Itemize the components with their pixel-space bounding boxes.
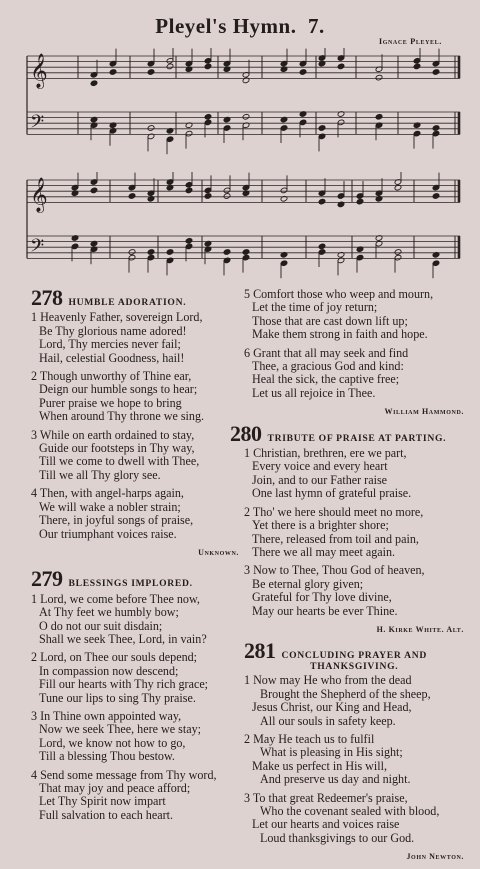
- note-head: [109, 69, 117, 76]
- verse-line: And preserve us day and night.: [260, 772, 411, 787]
- verse-line: Thee, a gracious God and kind:: [252, 359, 404, 374]
- verse-line: 3 Now to Thee, Thou God of heaven,: [244, 563, 425, 578]
- note-head: [318, 125, 326, 132]
- note-head: [318, 243, 326, 250]
- hymn-verses: [244, 447, 464, 618]
- verse: [31, 769, 239, 823]
- hymn-number: 278: [31, 285, 63, 310]
- note-head: [299, 69, 307, 76]
- verse-line: 5 Comfort those who weep and mourn,: [244, 287, 434, 301]
- verse-line: 2 May He teach us to fulfil: [244, 731, 375, 746]
- verse-line: Lord, we know not how to go,: [39, 735, 186, 750]
- note-head: [185, 187, 193, 194]
- verse-line: May our hearts be ever Thine.: [252, 603, 398, 618]
- note-head: [204, 63, 212, 70]
- verse: [31, 593, 239, 647]
- hymn-280: [230, 420, 464, 637]
- note-head: [337, 63, 345, 70]
- verse: [244, 674, 464, 728]
- hymn-author: H. Kirke White. Alt.: [376, 624, 464, 634]
- verse-line: Who the covenant sealed with blood,: [260, 804, 440, 818]
- left-column: [31, 285, 239, 827]
- verse-line: Full salvation to each heart.: [39, 807, 173, 822]
- verse-line: Make them strong in faith and hope.: [252, 327, 428, 342]
- note-head: [394, 249, 402, 256]
- note-head: [432, 69, 440, 76]
- hymn-header: [244, 638, 464, 673]
- verse-line: Grateful for Thy love divine,: [252, 590, 392, 605]
- verse-line: There, in joyful songs of praise,: [39, 513, 194, 528]
- verse: [244, 347, 464, 401]
- verse-line: Till we come to dwell with Thee,: [39, 454, 200, 469]
- note-head: [185, 238, 193, 245]
- verse-line: Fill our hearts with Thy rich grace;: [39, 677, 209, 692]
- verse: [31, 429, 239, 483]
- verse: [244, 792, 464, 846]
- note-head: [223, 249, 231, 256]
- verse-line: Those that are cast down lift up;: [252, 313, 408, 328]
- verse-line: There, released from toil and pain,: [252, 531, 419, 546]
- verse-line: Deign our humble songs to hear;: [39, 382, 198, 397]
- verse-line: Our triumphant voices raise.: [39, 526, 177, 541]
- note-head: [204, 114, 212, 121]
- hymn-verses: [31, 311, 239, 541]
- verse-line: One last hymn of grateful praise.: [252, 486, 412, 501]
- verse: [244, 447, 464, 501]
- verse-line: Let our hearts and voices raise: [252, 817, 400, 832]
- note-head: [147, 125, 155, 132]
- hymn-279: [31, 566, 239, 822]
- hymn-verses: [31, 593, 239, 823]
- verse-line: Guide our footsteps in Thy way,: [39, 441, 195, 456]
- hymn-title: BLESSINGS IMPLORED.: [68, 578, 193, 590]
- verse-line: At Thy feet we humbly bow;: [39, 605, 179, 620]
- right-column: [230, 287, 464, 869]
- hymn-verses: [244, 674, 464, 845]
- verse-line: Every voice and every heart: [252, 459, 388, 474]
- hymn-header: [31, 285, 239, 310]
- verse: [31, 370, 239, 424]
- hymn-header: [31, 566, 239, 592]
- verse-line: 2 Tho' we here should meet no more,: [244, 504, 424, 519]
- note-head: [242, 114, 250, 121]
- verse-line: Till we all Thy glory see.: [39, 467, 161, 482]
- music-score-system-1: [0, 48, 480, 163]
- tune-title: Pleyel's Hymn.: [155, 14, 297, 38]
- verse-line: Jesus Christ, our King and Head,: [252, 700, 412, 715]
- note-head: [318, 198, 326, 205]
- hymn-278: [31, 285, 239, 559]
- note-head: [432, 125, 440, 132]
- note-head: [242, 249, 250, 256]
- verse-line: Make us perfect in His will,: [252, 758, 388, 773]
- hymn-title-line: CONCLUDING PRAYER AND: [281, 650, 427, 662]
- note-head: [147, 69, 155, 76]
- verse-line: Loud thanksgivings to our God.: [260, 830, 415, 845]
- hymn-author: Unknown.: [198, 547, 239, 557]
- verse-line: 2 Lord, on Thee our souls depend;: [31, 650, 198, 665]
- music-score-system-2: [0, 172, 480, 287]
- verse-line: Let us all rejoice in Thee.: [252, 385, 376, 400]
- verse-line: Join, and to our Father raise: [252, 472, 388, 487]
- verse: [31, 651, 239, 705]
- verse-line: Shall we seek Thee, Lord, in vain?: [39, 631, 207, 646]
- note-head: [223, 193, 231, 200]
- note-head: [128, 193, 136, 200]
- verse-line: Now we seek Thee, here we stay;: [39, 722, 201, 737]
- note-head: [432, 193, 440, 200]
- verse-line: Hail, celestial Goodness, hail!: [39, 350, 185, 365]
- tune-meter: 7.: [307, 14, 325, 38]
- verse-line: Till a blessing Thou bestow.: [39, 749, 175, 764]
- hymn-281: [244, 638, 464, 863]
- verse-line: Lord, Thy mercies never fail;: [39, 337, 181, 352]
- verse-line: There we all may meet again.: [252, 544, 396, 559]
- note-head: [375, 114, 383, 121]
- verse: [31, 710, 239, 764]
- verse: [31, 487, 239, 541]
- verse-line: 6 Grant that all may seek and find: [244, 345, 409, 360]
- hymn-279-continued: [244, 288, 464, 400]
- verse-line: 3 In Thine own appointed way,: [31, 708, 182, 723]
- hymn-title: HUMBLE ADORATION.: [68, 297, 187, 308]
- verse-line: Let Thy Spirit now impart: [39, 794, 166, 809]
- verse-line: Heal the sick, the captive free;: [252, 372, 400, 387]
- verse-line: Tune our lips to sing Thy praise.: [39, 690, 196, 705]
- verse-line: Be eternal glory given;: [252, 576, 364, 591]
- hymn-title: [282, 650, 427, 672]
- bass-clef: 𝄢: [30, 111, 45, 137]
- note-head: [166, 63, 174, 70]
- hymn-title-line: THANKSGIVING.: [310, 661, 399, 673]
- hymn-number: 281: [244, 638, 276, 664]
- verse-line: We will wake a nobler strain;: [39, 499, 181, 514]
- hymn-number: 280: [230, 420, 262, 446]
- verse-line: In compassion now descend;: [39, 663, 179, 678]
- note-head: [90, 187, 98, 194]
- note-head: [375, 74, 383, 81]
- bass-clef: 𝄢: [30, 235, 45, 261]
- verse-line: Yet there is a brighter shore;: [252, 518, 389, 533]
- verse-line: 3 While on earth ordained to stay,: [31, 427, 195, 442]
- verse: [244, 564, 464, 618]
- hymn-author: John Newton.: [406, 852, 464, 862]
- note-head: [204, 193, 212, 200]
- verse-line: 4 Then, with angel-harps again,: [31, 486, 184, 501]
- note-head: [356, 198, 364, 205]
- verse-line: Let the time of joy return;: [252, 300, 378, 315]
- treble-clef: 𝄞: [30, 53, 48, 89]
- verse: [244, 288, 464, 342]
- verse-line: 2 Though unworthy of Thine ear,: [31, 369, 192, 384]
- verse: [31, 311, 239, 365]
- hymn-author: William Hammond.: [384, 407, 464, 417]
- treble-clef: 𝄞: [30, 177, 48, 213]
- verse-line: O do not our suit disdain;: [39, 618, 163, 633]
- verse-line: Purer praise we hope to bring: [39, 395, 182, 410]
- verse-line: 1 Christian, brethren, ere we part,: [244, 446, 407, 461]
- verse-line: When around Thy throne we sing.: [39, 409, 205, 424]
- verse: [244, 733, 464, 787]
- verse-line: 1 Lord, we come before Thee now,: [31, 591, 200, 606]
- verse-line: Be Thy glorious name adored!: [39, 323, 187, 338]
- hymn-title: TRIBUTE OF PRAISE AT PARTING.: [267, 432, 447, 444]
- verse: [244, 506, 464, 560]
- note-head: [128, 249, 136, 256]
- note-head: [413, 63, 421, 70]
- verse-line: That may joy and peace afford;: [39, 781, 191, 795]
- note-head: [147, 249, 155, 256]
- verse-line: 1 Heavenly Father, sovereign Lord,: [31, 310, 203, 325]
- note-head: [166, 249, 174, 256]
- composer: Ignace Pleyel.: [378, 36, 442, 46]
- verse-line: Brought the Shepherd of the sheep,: [260, 686, 431, 701]
- hymn-number: 279: [31, 566, 63, 592]
- verse-line: What is pleasing in His sight;: [260, 745, 403, 760]
- verse-line: 1 Now may He who from the dead: [244, 673, 412, 688]
- verse-line: 3 To that great Redeemer's praise,: [244, 790, 408, 805]
- verse-line: All our souls in safety keep.: [260, 713, 396, 728]
- hymn-header: [230, 420, 464, 446]
- note-head: [90, 80, 98, 87]
- verse-line: 4 Send some message from Thy word,: [31, 767, 217, 782]
